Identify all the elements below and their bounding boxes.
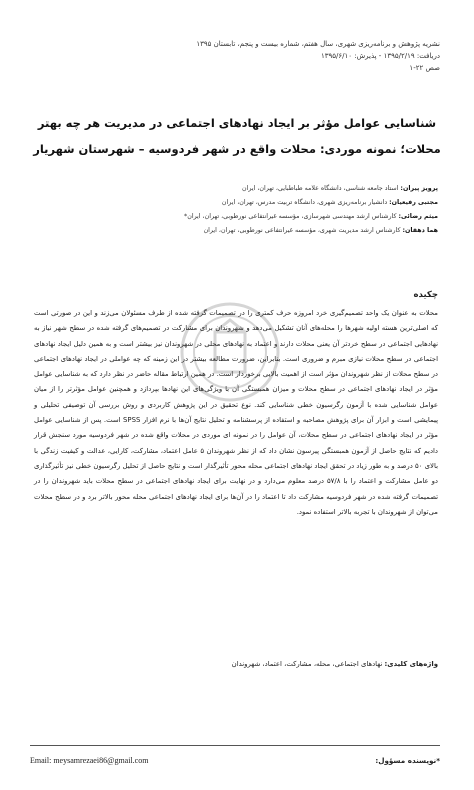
author-4 [108,224,438,238]
keywords [34,658,438,670]
author-affiliation: کارشناس ارشد مهندسی شهرسازی، مؤسسه غیرانتفاعی نورطوبی، تهران، ایران* [184,213,397,220]
author-name: هما دهقان: [402,227,438,234]
page-range: صص ۲۲-۱ [409,64,440,72]
author-name: مجتبی رفیعیان: [389,199,438,206]
author-name: میثم رضائی: [398,213,438,220]
title-line-2: محلات؛ نمونه موردی: محلات واقع در شهر فردوسیه – شهرستان شهریار [33,142,441,156]
author-affiliation: کارشناس ارشد مدیریت شهری، مؤسسه غیرانتفاعی نورطوبی، تهران، ایران [203,227,401,234]
corresponding-author-label: *نویسنده مسؤول: [375,756,440,765]
author-affiliation: استاد جامعه شناسی، دانشگاه علامه طباطبایی، تهران، ایران [242,185,399,192]
journal-issue: نشریه پژوهش و برنامه‌ریزی شهری، سال هفتم، شماره بیست و پنجم، تابستان ۱۳۹۵ [196,40,440,48]
keywords-value: نهادهای اجتماعی، محله، مشارکت، اعتماد، شهروندان [231,660,383,668]
journal-info [20,38,440,74]
author-3 [108,210,438,224]
author-1 [108,182,438,196]
abstract-heading: چکیده [413,290,438,300]
received-accepted-dates: دریافت: ۱۳۹۵/۲/۱۹ - پذیرش: ۱۳۹۵/۶/۱۰ [320,52,440,60]
paper-title [30,110,444,162]
corresponding-email[interactable]: Email: meysamrezaei86@gmail.com [30,756,149,765]
keywords-label: واژه‌های کلیدی: [384,660,438,668]
author-affiliation: دانشیار برنامه‌ریزی شهری، دانشگاه تربیت مدرس، تهران، ایران [221,199,388,206]
footer-divider [30,745,440,746]
title-line-1: شناسایی عوامل مؤثر بر ایجاد نهادهای اجتماعی در مدیریت هر چه بهتر [37,116,437,130]
abstract-body: محلات به عنوان یک واحد تصمیم‌گیری خرد امروزه حرف کمتری را در تصمیمات گرفته شده از طرف مسئولان می‌زند و این در صورتی است که اصلی‌ترین هسته اولیه شهرها را محله‌های آنان تشکیل می‌دهد و شهروندان برای مشارکت در تصمیم‌های گرفته شده در سطح شهر نیاز به نهادهایی اجتماعی در سطح خردتر آن یعنی محلات دارند و اعتماد به نهادهای محلی در شهروندان نیز بیشتر است و به همین دلیل ایجاد نهادهای اجتماعی در سطح محلات نیازی مبرم و ضروری است. بنابراین، ضرورت مطالعه بیشتر در این زمینه که چه عواملی در ایجاد نهادهای اجتماعی در سطح محلات از نظر شهروندان مؤثر است از اهمیت بالایی برخوردار است. در همین ارتباط مقاله حاضر در نظر دارد که به شناسایی عوامل مؤثر در ایجاد نهادهای اجتماعی در سطح محلات و میزان همبستگی آن با ویژگی‌های این نهادها بپردازد و همچنین عوامل مؤثرتر را از میان عوامل شناسایی شده با آزمون رگرسیون خطی شناسایی کند. نوع تحقیق در این پژوهش کاربردی و روش بررسی آن توصیفی تحلیلی و پیمایشی است و ابزار آن برای پژوهش مصاحبه و استفاده از پرسشنامه و تحلیل نتایج آن‌ها با نرم افزار SPSS است. پس از شناسایی عوامل مؤثر در ایجاد نهادهای اجتماعی در سطح محلات، آن عوامل را در نمونه ای موردی در محلات واقع شده در شهر فردوسیه مورد سنجش قرار دادیم که نتایج حاصل از آزمون همبستگی پیرسون نشان داد که از نظر شهروندان ۵ عامل اعتماد، مشارکت، کارایی، عدالت و کیفیت زندگی با بالای ۵۰ درصد و به طور زیاد در تحقق ایجاد نهادهای اجتماعی محله محور تأثیرگذار است و نتایج حاصل از تحلیل رگرسیون خطی نیز تأثیرگذاری دو عامل مشارکت و اعتماد را با ۵۷/۸ درصد معلوم می‌دارد و در نهایت برای ایجاد نهادهای اجتماعی در سطح محلات باید شهروندان را در تصمیمات گرفته شده در شهر فردوسیه مشارکت داد تا اعتماد را در آن‌ها برای ایجاد نهادهای اجتماعی محله محور بالاتر برد و در سطح محلات می‌توان از شهروندان با تجربه بالاتر استفاده نمود. [34,309,439,516]
author-2 [108,196,438,210]
author-name: پرویز پیران: [400,185,438,192]
author-list [108,182,438,238]
